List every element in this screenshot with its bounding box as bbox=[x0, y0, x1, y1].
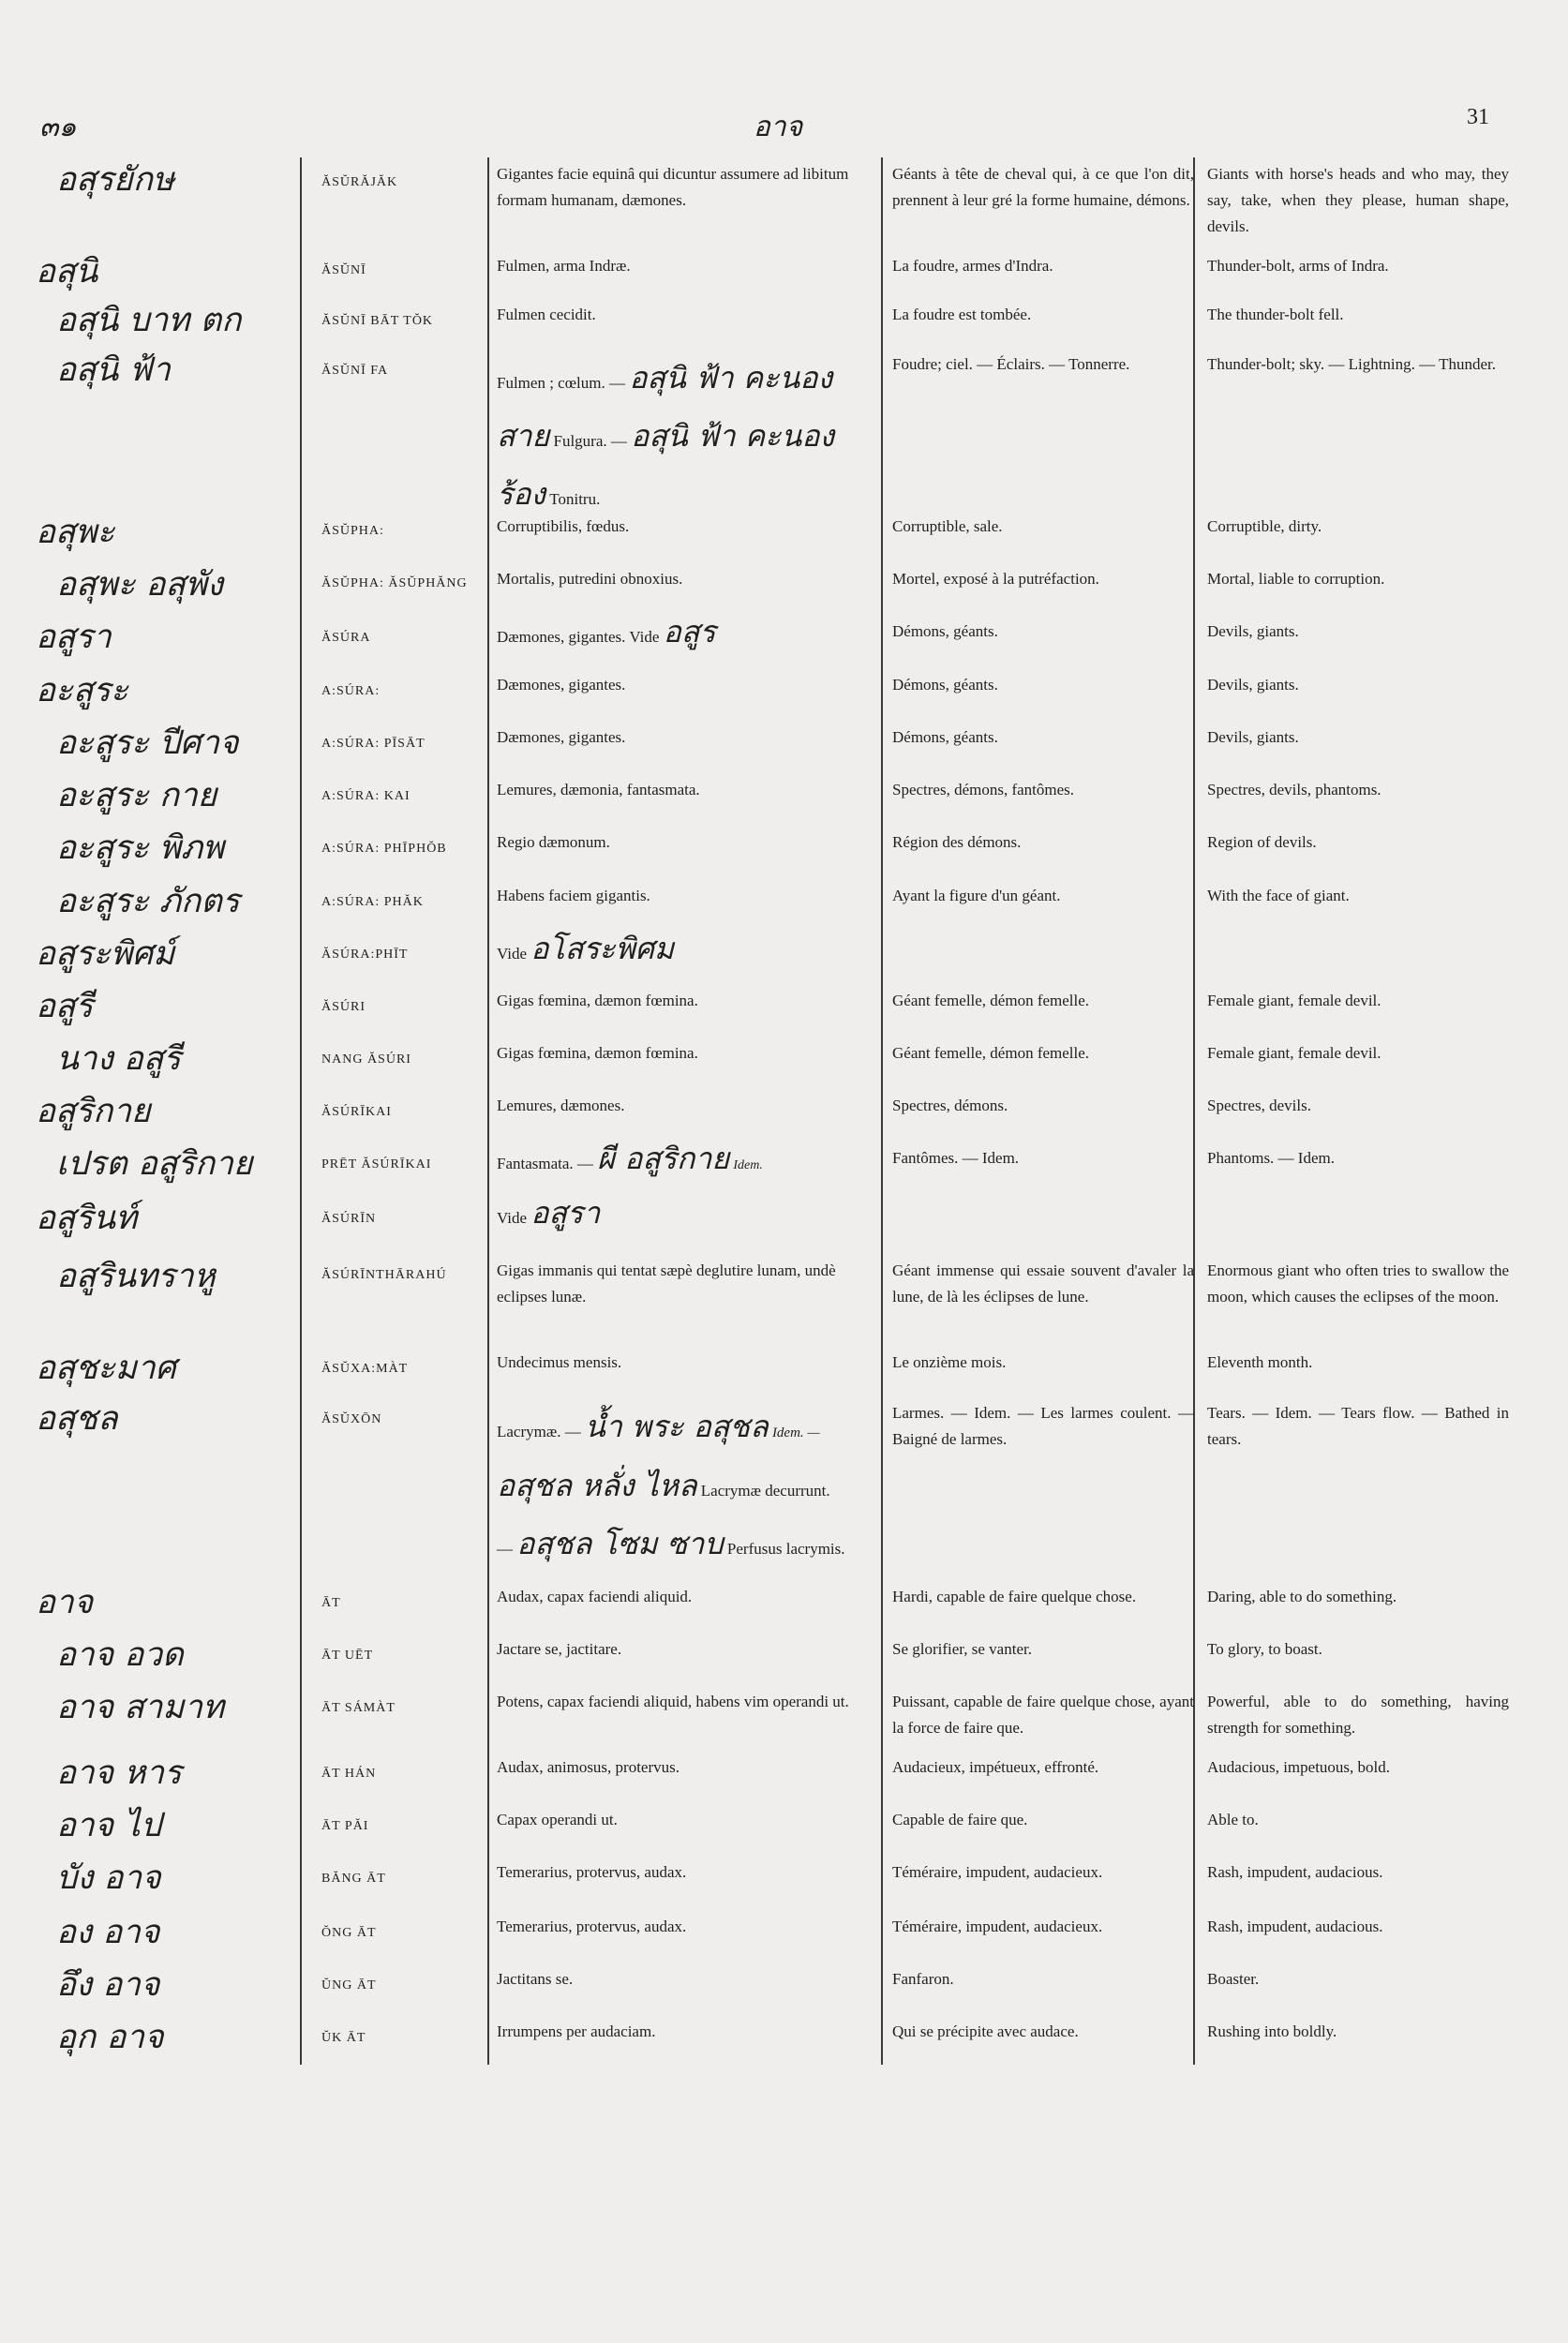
english-definition: Tears. — Idem. — Tears flow. — Bathed in tears. bbox=[1207, 1404, 1509, 1448]
english-definition: The thunder-bolt fell. bbox=[1207, 306, 1344, 323]
thai-headword: อสูรา bbox=[36, 619, 112, 656]
latin-text: Dæmones, gigantes. Vide bbox=[497, 628, 660, 646]
romanization: ĀT HÁN bbox=[321, 1767, 377, 1781]
french-definition: Fanfaron. bbox=[892, 1970, 954, 1988]
romanization: BĂNG ĀT bbox=[321, 1872, 386, 1886]
french-definition: Larmes. — Idem. — Les larmes coulent. — Baigné de larmes. bbox=[892, 1404, 1194, 1448]
latin-definition: Dæmones, gigantes. bbox=[497, 676, 626, 694]
romanization: NANG ĂSÚRI bbox=[321, 1052, 411, 1067]
thai-headword: อาจ อวด bbox=[56, 1636, 184, 1674]
english-definition: Spectres, devils. bbox=[1207, 1097, 1311, 1114]
thai-headword: อสุพะ อสุพัง bbox=[56, 566, 223, 604]
thai-headword: อสูรินท์ bbox=[36, 1200, 138, 1237]
french-definition: Puissant, capable de faire quelque chose, ayant la force de faire que. bbox=[892, 1693, 1194, 1737]
latin-definition bbox=[497, 1400, 881, 1575]
french-definition: Géant femelle, démon femelle. bbox=[892, 992, 1090, 1009]
column-rule bbox=[881, 157, 883, 2065]
romanization: ĀT PĂI bbox=[321, 1819, 369, 1833]
romanization: ĂSÚRI bbox=[321, 1000, 366, 1014]
latin-text: Vide bbox=[497, 945, 528, 963]
latin-definition: Fulmen cecidit. bbox=[497, 306, 596, 323]
french-definition: Géant femelle, démon femelle. bbox=[892, 1044, 1090, 1062]
english-definition: With the face of giant. bbox=[1207, 887, 1350, 904]
romanization: ĂSÚRA:PHĪT bbox=[321, 948, 409, 962]
latin-text: Fulgura. — bbox=[553, 432, 627, 450]
french-definition: La foudre, armes d'Indra. bbox=[892, 257, 1053, 275]
english-definition: Corruptible, dirty. bbox=[1207, 517, 1322, 535]
latin-text: Perfusus lacrymis. bbox=[726, 1540, 845, 1558]
english-definition: Thunder-bolt, arms of Indra. bbox=[1207, 257, 1389, 275]
french-definition: Géant immense qui essaie souvent d'avaler la lune, de là les éclipses de lune. bbox=[892, 1261, 1194, 1306]
thai-headword: นาง อสูรี bbox=[56, 1040, 181, 1078]
romanization: ĂSŬNĪ BĀT TŎK bbox=[321, 314, 434, 328]
latin-definition: Corruptibilis, fœdus. bbox=[497, 517, 630, 535]
thai-headword: อสุชะมาศ bbox=[36, 1350, 176, 1387]
running-head: อาจ bbox=[753, 111, 803, 143]
latin-definition: Audax, animosus, protervus. bbox=[497, 1758, 680, 1776]
thai-inline: อสูร bbox=[663, 614, 716, 649]
romanization: ĂSŬXA:MÀT bbox=[321, 1362, 409, 1376]
romanization: A:SÚRA: KAI bbox=[321, 789, 411, 803]
latin-definition: Irrumpens per audaciam. bbox=[497, 2022, 656, 2040]
french-definition: Téméraire, impudent, audacieux. bbox=[892, 1918, 1103, 1935]
english-definition: Rushing into boldly. bbox=[1207, 2022, 1337, 2040]
thai-headword: อุก อาจ bbox=[56, 2019, 164, 2056]
thai-headword: อสุรยักษ bbox=[56, 161, 174, 199]
latin-definition: Undecimus mensis. bbox=[497, 1353, 622, 1371]
thai-headword: อง อาจ bbox=[56, 1914, 160, 1951]
romanization: ŬK ĀT bbox=[321, 2031, 366, 2045]
french-definition: Démons, géants. bbox=[892, 728, 998, 746]
thai-page-number: ๓๑ bbox=[39, 111, 77, 143]
english-definition: Thunder-bolt; sky. — Lightning. — Thunder. bbox=[1207, 355, 1496, 373]
latin-text: Lacrymæ. — bbox=[497, 1423, 581, 1440]
english-definition: Devils, giants. bbox=[1207, 622, 1299, 640]
romanization: ĂSÚRĪN bbox=[321, 1212, 377, 1226]
english-definition: Region of devils. bbox=[1207, 833, 1317, 851]
thai-headword: อะสูระ พิภพ bbox=[56, 829, 225, 867]
french-definition: Hardi, capable de faire quelque chose. bbox=[892, 1588, 1137, 1605]
french-definition: Téméraire, impudent, audacieux. bbox=[892, 1863, 1103, 1881]
romanization: ĂSÚRĪKAI bbox=[321, 1105, 392, 1119]
thai-headword: อสูริกาย bbox=[36, 1093, 151, 1130]
romanization: ĂSŬPHA: ĂSŬPHĂNG bbox=[321, 576, 468, 590]
thai-inline: อสุนิ ฟ้า คะนอง bbox=[631, 418, 835, 454]
romanization: A:SÚRA: PĪSĀT bbox=[321, 737, 426, 751]
english-definition: Daring, able to do something. bbox=[1207, 1588, 1397, 1605]
latin-definition: Jactitans se. bbox=[497, 1970, 574, 1988]
latin-definition: Jactare se, jactitare. bbox=[497, 1640, 622, 1658]
thai-headword: อสูรินทราหู bbox=[56, 1258, 216, 1295]
french-definition: Capable de faire que. bbox=[892, 1811, 1028, 1828]
thai-inline: อสูรา bbox=[530, 1195, 601, 1231]
romanization: ĂSÚRĪNTHĀRAHÚ bbox=[321, 1268, 447, 1282]
latin-definition: Capax operandi ut. bbox=[497, 1811, 618, 1828]
french-definition: Région des démons. bbox=[892, 833, 1022, 851]
romanization: ĂSŬRĂJĂK bbox=[321, 175, 398, 189]
romanization: ĀT UĒT bbox=[321, 1649, 374, 1663]
thai-headword: อสูระพิศม์ bbox=[36, 935, 175, 973]
romanization: A:SÚRA: PHĂK bbox=[321, 895, 424, 909]
latin-definition bbox=[497, 614, 881, 650]
latin-text: Idem. bbox=[733, 1158, 763, 1172]
romanization: A:SÚRA: bbox=[321, 684, 381, 698]
thai-inline: อสุชล โซม ซาบ bbox=[516, 1526, 724, 1561]
romanization: ŬNG ĀT bbox=[321, 1978, 377, 1992]
thai-headword: บัง อาจ bbox=[56, 1859, 161, 1897]
thai-headword: อาจ หาร bbox=[56, 1754, 182, 1792]
romanization: ĂSŬNĪ FA bbox=[321, 364, 389, 378]
english-definition: Devils, giants. bbox=[1207, 676, 1299, 694]
english-definition: Rash, impudent, audacious. bbox=[1207, 1918, 1383, 1935]
romanization: ĀT SÁMÀT bbox=[321, 1701, 396, 1715]
thai-headword: อาจ สามาท bbox=[56, 1689, 225, 1726]
latin-definition: Mortalis, putredini obnoxius. bbox=[497, 570, 683, 588]
english-definition: Boaster. bbox=[1207, 1970, 1260, 1988]
thai-headword: อะสูระ ภักตร bbox=[56, 883, 240, 920]
thai-headword: เปรต อสูริกาย bbox=[56, 1145, 253, 1183]
thai-headword: อะสูระ bbox=[36, 672, 128, 709]
latin-definition: Lemures, dæmones. bbox=[497, 1097, 625, 1114]
latin-definition: Regio dæmonum. bbox=[497, 833, 610, 851]
thai-inline: ผี อสูริกาย bbox=[597, 1141, 730, 1176]
english-definition: Mortal, liable to corruption. bbox=[1207, 570, 1385, 588]
french-definition: Qui se précipite avec audace. bbox=[892, 2022, 1079, 2040]
latin-text: Fulmen ; cœlum. — bbox=[497, 374, 625, 392]
romanization: ŎNG ĀT bbox=[321, 1926, 377, 1940]
romanization: ĂSÚRA bbox=[321, 631, 371, 645]
english-definition: Rash, impudent, audacious. bbox=[1207, 1863, 1383, 1881]
french-definition: Démons, géants. bbox=[892, 622, 998, 640]
latin-text: Vide bbox=[497, 1209, 528, 1227]
romanization: ĀT bbox=[321, 1596, 341, 1610]
latin-definition: Temerarius, protervus, audax. bbox=[497, 1863, 687, 1881]
latin-definition: Audax, capax faciendi aliquid. bbox=[497, 1588, 693, 1605]
latin-text: Lacrymæ decurrunt. bbox=[700, 1482, 830, 1500]
latin-definition: Gigas fœmina, dæmon fœmina. bbox=[497, 992, 698, 1009]
english-definition: Female giant, female devil. bbox=[1207, 1044, 1381, 1062]
french-definition: La foudre est tombée. bbox=[892, 306, 1032, 323]
french-definition: Ayant la figure d'un géant. bbox=[892, 887, 1061, 904]
french-definition: Spectres, démons. bbox=[892, 1097, 1008, 1114]
romanization: ĂSŬNĪ bbox=[321, 263, 366, 277]
english-definition: Audacious, impetuous, bold. bbox=[1207, 1758, 1391, 1776]
latin-definition: Temerarius, protervus, audax. bbox=[497, 1918, 687, 1935]
english-definition: Giants with horse's heads and who may, they say, take, when they please, human shape, devils. bbox=[1207, 165, 1509, 235]
french-definition: Géants à tête de cheval qui, à ce que l'on dit, prennent à leur gré la forme humaine, démons. bbox=[892, 165, 1194, 209]
thai-headword: อสูรี bbox=[36, 988, 94, 1025]
latin-definition bbox=[497, 1141, 881, 1179]
romanization: ĂSŬPHA: bbox=[321, 524, 384, 538]
latin-text: Fantasmata. — bbox=[497, 1155, 593, 1172]
english-definition: Devils, giants. bbox=[1207, 728, 1299, 746]
thai-headword: อาจ ไป bbox=[56, 1807, 162, 1844]
french-definition: Audacieux, impétueux, effronté. bbox=[892, 1758, 1099, 1776]
english-definition: Able to. bbox=[1207, 1811, 1259, 1828]
french-definition: Mortel, exposé à la putréfaction. bbox=[892, 570, 1099, 588]
french-definition: Foudre; ciel. — Éclairs. — Tonnerre. bbox=[892, 355, 1130, 373]
french-definition: Le onzième mois. bbox=[892, 1353, 1007, 1371]
thai-headword: อสุนิ ฟ้า bbox=[56, 351, 171, 389]
thai-inline: ร้อง bbox=[497, 476, 546, 512]
english-definition: Powerful, able to do something, having strength for something. bbox=[1207, 1693, 1509, 1737]
english-definition: Eleventh month. bbox=[1207, 1353, 1313, 1371]
thai-headword: อสุนิ bbox=[36, 253, 98, 291]
romanization: PRĒT ĂSÚRĪKAI bbox=[321, 1157, 432, 1172]
latin-definition bbox=[497, 351, 881, 526]
page-number: 31 bbox=[1467, 105, 1489, 129]
latin-definition: Fulmen, arma Indræ. bbox=[497, 257, 631, 275]
thai-headword: อาจ bbox=[36, 1584, 94, 1621]
latin-definition: Gigas fœmina, dæmon fœmina. bbox=[497, 1044, 698, 1062]
thai-headword: อะสูระ กาย bbox=[56, 777, 217, 814]
latin-text: — bbox=[497, 1540, 513, 1558]
column-rule bbox=[487, 157, 489, 2065]
latin-definition: Gigas immanis qui tentat sæpè deglutire lunam, undè eclipses lunæ. bbox=[497, 1261, 836, 1306]
latin-definition: Dæmones, gigantes. bbox=[497, 728, 626, 746]
thai-headword: อะสูระ ปีศาจ bbox=[56, 724, 239, 762]
english-definition: Spectres, devils, phantoms. bbox=[1207, 781, 1381, 798]
thai-inline: อโสระพิศม bbox=[530, 931, 675, 966]
romanization: ĂSŬXŌN bbox=[321, 1412, 382, 1426]
romanization: A:SÚRA: PHĪPHŎB bbox=[321, 842, 447, 856]
thai-headword: อึง อาจ bbox=[56, 1966, 160, 2004]
latin-definition: Gigantes facie equinâ qui dicuntur assumere ad libitum formam humanam, dæmones. bbox=[497, 165, 849, 209]
french-definition: Fantômes. — Idem. bbox=[892, 1149, 1020, 1167]
latin-definition: Habens faciem gigantis. bbox=[497, 887, 650, 904]
latin-definition bbox=[497, 931, 881, 967]
thai-inline: น้ำ พระ อสุชล bbox=[584, 1409, 769, 1444]
french-definition: Corruptible, sale. bbox=[892, 517, 1003, 535]
english-definition: Female giant, female devil. bbox=[1207, 992, 1381, 1009]
english-definition: Enormous giant who often tries to swallow the moon, which causes the eclipses of the moon. bbox=[1207, 1261, 1509, 1306]
french-definition: Se glorifier, se vanter. bbox=[892, 1640, 1032, 1658]
thai-headword: อสุชล bbox=[36, 1400, 118, 1438]
latin-text: Tonitru. bbox=[549, 490, 601, 508]
english-definition: To glory, to boast. bbox=[1207, 1640, 1322, 1658]
latin-definition: Potens, capax faciendi aliquid, habens vim operandi ut. bbox=[497, 1693, 849, 1710]
french-definition: Spectres, démons, fantômes. bbox=[892, 781, 1075, 798]
thai-inline: อสุนิ ฟ้า คะนอง bbox=[629, 360, 833, 395]
thai-inline: สาย bbox=[497, 418, 550, 454]
english-definition: Phantoms. — Idem. bbox=[1207, 1149, 1335, 1167]
thai-inline: อสุชล หลั่ง ไหล bbox=[497, 1468, 697, 1503]
latin-text: Idem. — bbox=[771, 1425, 820, 1440]
latin-definition: Lemures, dæmonia, fantasmata. bbox=[497, 781, 700, 798]
thai-headword: อสุพะ bbox=[36, 514, 115, 551]
thai-headword: อสุนิ บาท ตก bbox=[56, 302, 242, 339]
french-definition: Démons, géants. bbox=[892, 676, 998, 694]
latin-definition bbox=[497, 1195, 881, 1231]
